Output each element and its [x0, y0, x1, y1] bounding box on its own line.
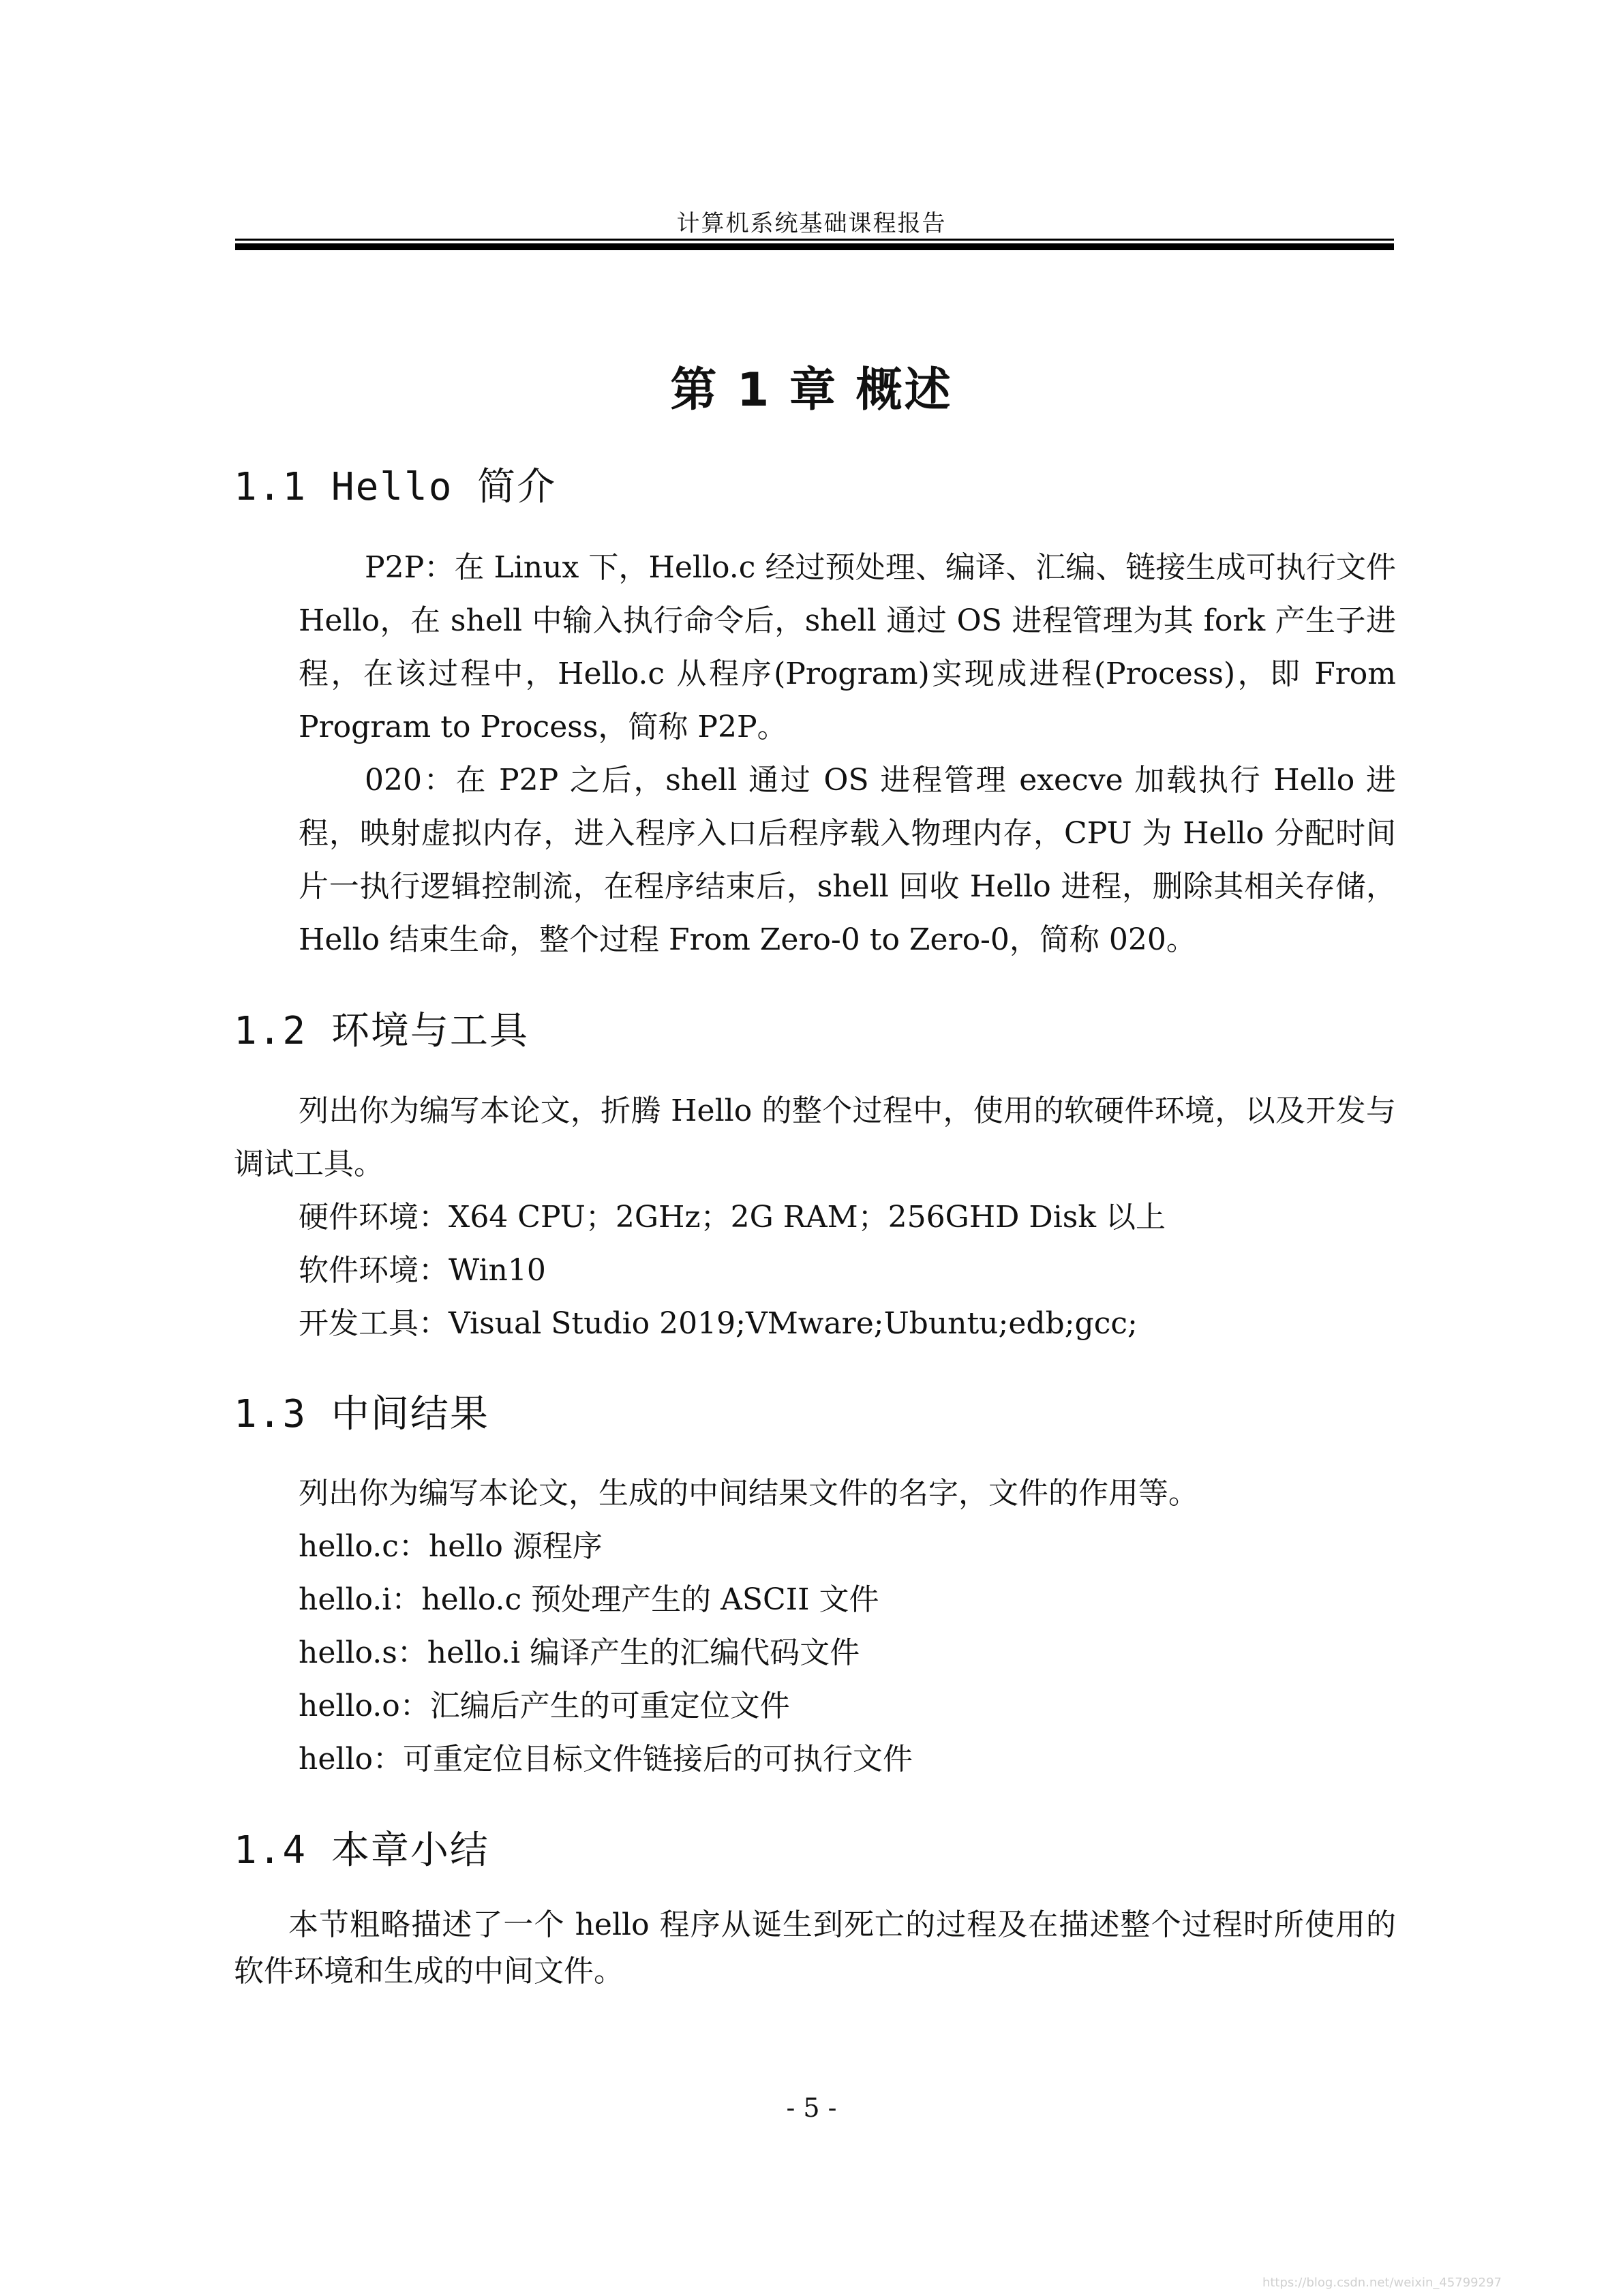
paragraph-results-intro: 列出你为编写本论文，生成的中间结果文件的名字，文件的作用等。 — [299, 1476, 1198, 1511]
header-rule-thin — [235, 239, 1394, 241]
software-env-line: 软件环境：Win10 — [299, 1253, 546, 1288]
file-item: hello.s：hello.i 编译产生的汇编代码文件 — [299, 1635, 860, 1670]
running-header: 计算机系统基础课程报告 — [676, 210, 947, 237]
devtools-line: 开发工具：Visual Studio 2019;VMware;Ubuntu;edb;gcc; — [299, 1306, 1138, 1341]
page-number: - 5 - — [786, 2093, 837, 2123]
hardware-env-line: 硬件环境：X64 CPU；2GHz；2G RAM；256GHD Disk 以上 — [299, 1200, 1166, 1235]
paragraph-summary: 本节粗略描述了一个 hello 程序从诞生到死亡的过程及在描述整个过程时所使用的软件环境和生成的中间文件。 — [234, 1907, 1396, 1989]
paragraph-env-intro: 列出你为编写本论文，折腾 Hello 的整个过程中，使用的软硬件环境，以及开发与调试工具。 — [234, 1093, 1396, 1181]
section-heading-1-3: 1.3 中间结果 — [234, 1392, 489, 1436]
file-item: hello.i：hello.c 预处理产生的 ASCII 文件 — [299, 1582, 879, 1617]
file-item: hello.c：hello 源程序 — [299, 1529, 603, 1564]
paragraph-p2p: P2P：在 Linux 下，Hello.c 经过预处理、编译、汇编、链接生成可执行文件 Hello，在 shell 中输入执行命令后，shell 通过 OS 进程管理为其 fork 产生子进程，在该过程中，Hello.c 从程序(Program)实现成进程(Process)，即 From Program to Process，简称 P2P。 — [299, 550, 1396, 744]
section-heading-1-4: 1.4 本章小结 — [234, 1828, 489, 1873]
file-item: hello.o：汇编后产生的可重定位文件 — [299, 1689, 790, 1723]
chapter-title: 第 1 章 概述 — [670, 363, 953, 417]
section-heading-1-2: 1.2 环境与工具 — [234, 1009, 529, 1053]
file-item: hello：可重定位目标文件链接后的可执行文件 — [299, 1742, 913, 1777]
section-heading-1-1: 1.1 Hello 简介 — [234, 465, 557, 509]
watermark: https://blog.csdn.net/weixin_45799297 — [1262, 2276, 1502, 2290]
paragraph-020: 020：在 P2P 之后，shell 通过 OS 进程管理 execve 加载执行 Hello 进程，映射虚拟内存，进入程序入口后程序载入物理内存，CPU 为 Hello 分配时间片一执行逻辑控制流，在程序结束后，shell 回收 Hello 进程，删除其相关存储，Hello 结束生命，整个过程 From Zero-0 to Zero-0，简称 020。 — [299, 763, 1396, 957]
header-rule-thick — [235, 243, 1394, 250]
